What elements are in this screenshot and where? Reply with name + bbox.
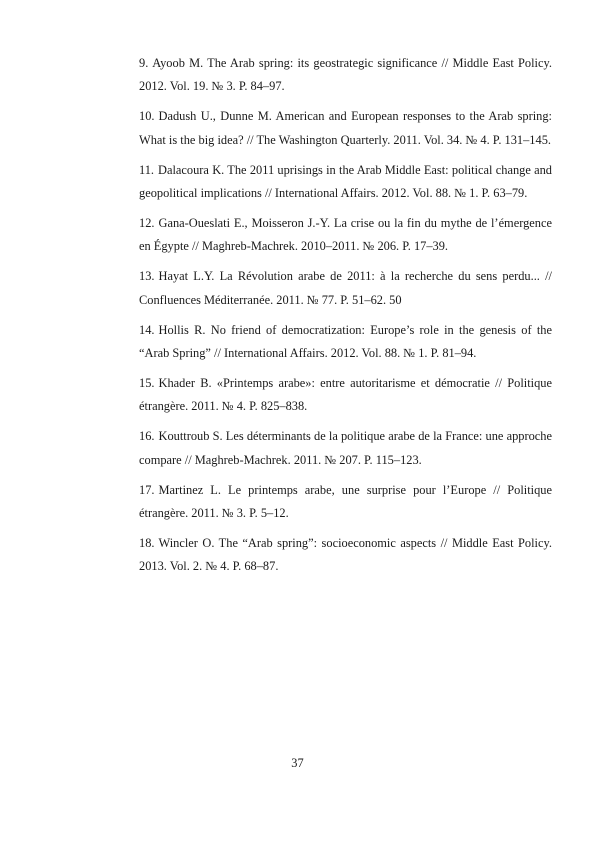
reference-text: Martinez L. Le printemps arabe, une surprise pour l’Europe // Politique étrangère. 2011. № 3. P. 5–12. bbox=[139, 482, 552, 520]
reference-number: 18. bbox=[139, 535, 155, 550]
reference-item bbox=[139, 532, 552, 579]
reference-item bbox=[139, 52, 552, 99]
reference-number: 17. bbox=[139, 482, 155, 497]
reference-item bbox=[139, 212, 552, 259]
reference-number: 10. bbox=[139, 109, 155, 124]
reference-text: Ayoob M. The Arab spring: its geostrategic significance // Middle East Policy. 2012. Vol. 19. № 3. P. 84–97. bbox=[139, 56, 552, 94]
reference-text: Wincler O. The “Arab spring”: socioeconomic aspects // Middle East Policy. 2013. Vol. 2. № 4. P. 68–87. bbox=[139, 535, 552, 574]
reference-text: Gana-Oueslati E., Moisseron J.-Y. La crise ou la fin du mythe de l’émergence en Égypte // Maghreb-Machrek. 2010–2011. № 206. P. 17–39. bbox=[139, 215, 552, 254]
page-number: 37 bbox=[291, 756, 304, 770]
reference-item bbox=[139, 479, 552, 526]
reference-number: 11. bbox=[139, 162, 155, 177]
reference-item bbox=[139, 319, 552, 366]
reference-item bbox=[139, 265, 552, 312]
reference-item bbox=[139, 105, 552, 152]
reference-number: 9. bbox=[139, 56, 149, 70]
reference-number: 16. bbox=[139, 429, 155, 444]
reference-text: Hayat L.Y. La Révolution arabe de 2011: à la recherche du sens perdu... // Confluences Méditerranée. 2011. № 77. P. 51–62. 50 bbox=[139, 269, 552, 307]
reference-number: 15. bbox=[139, 375, 155, 390]
reference-text: Dadush U., Dunne M. American and European responses to the Arab spring: What is the big idea? // The Washington Quarterly. 2011. Vol. 34. № 4. P. 131–145. bbox=[139, 109, 552, 147]
reference-number: 14. bbox=[139, 322, 155, 337]
reference-item bbox=[139, 372, 552, 419]
reference-list bbox=[139, 52, 552, 585]
reference-text: Kouttroub S. Les déterminants de la politique arabe de la France: une approche compare // Maghreb-Machrek. 2011. № 207. P. 115–123. bbox=[139, 429, 552, 467]
reference-item bbox=[139, 159, 552, 206]
reference-number: 13. bbox=[139, 269, 155, 284]
reference-number: 12. bbox=[139, 215, 155, 230]
reference-text: Dalacoura K. The 2011 uprisings in the Arab Middle East: political change and geopolitical implications // International Affairs. 2012. Vol. 88. № 1. P. 63–79. bbox=[139, 162, 552, 201]
reference-text: Khader B. «Printemps arabe»: entre autoritarisme et démocratie // Politique étrangère. 2011. № 4. P. 825–838. bbox=[139, 375, 552, 414]
reference-text: Hollis R. No friend of democratization: Europe’s role in the genesis of the “Arab Spring” // International Affairs. 2012. Vol. 88. № 1. P. 81–94. bbox=[139, 322, 552, 360]
reference-item bbox=[139, 425, 552, 472]
